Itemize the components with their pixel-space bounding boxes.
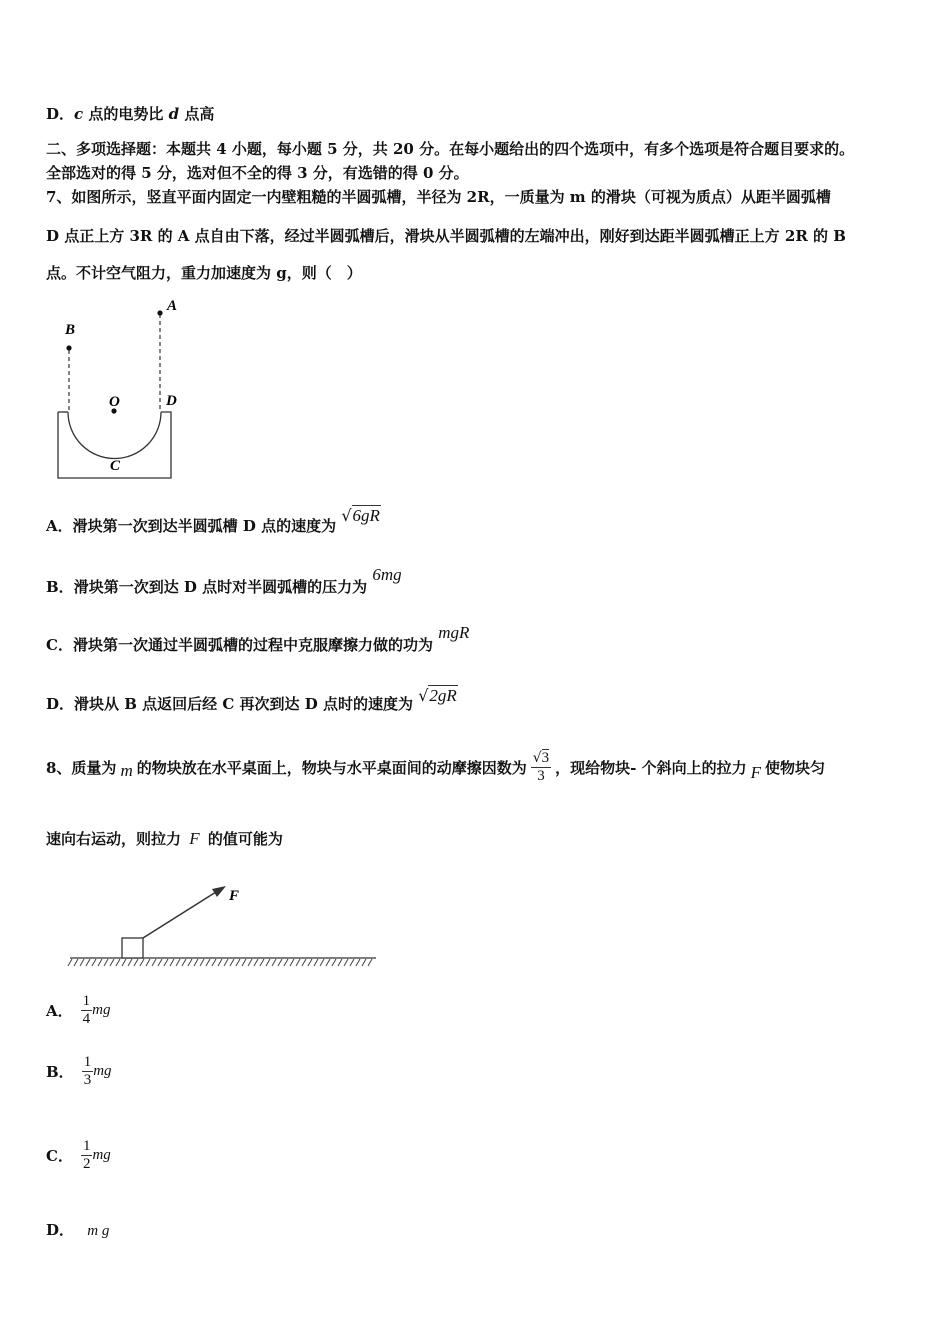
- var-m: m: [120, 761, 133, 780]
- q8-option-a: [46, 993, 110, 1028]
- q7-option-b: [46, 565, 402, 597]
- var-f: F: [189, 829, 200, 848]
- math-expression: 6gR: [352, 506, 380, 525]
- q7-figure: [50, 292, 190, 484]
- q8-text: 的值可能为: [207, 830, 283, 848]
- var-f: F: [750, 763, 761, 782]
- q8-stem-line1: [46, 742, 825, 792]
- option-text: 滑块从 B 点返回后经 C 再次到达 D 点时的速度为: [74, 695, 413, 713]
- var-c: c: [74, 105, 84, 123]
- math-suffix: mg: [92, 1002, 111, 1018]
- option-label: A．: [46, 517, 73, 535]
- q8-stem-line2: [46, 828, 283, 849]
- block: [122, 938, 143, 958]
- section-heading-line2: 全部选对的得 5 分，选对但不全的得 3 分，有选错的得 0 分。: [46, 164, 469, 182]
- math-expression: mgR: [438, 623, 470, 642]
- math-sqrt: √2gR: [418, 686, 457, 705]
- option-text: 滑块第一次到达半圆弧槽 D 点的速度为: [72, 517, 337, 535]
- point-b: [66, 345, 71, 350]
- option-text: 点的电势比: [83, 105, 169, 123]
- option-label: D．: [46, 695, 75, 713]
- option-label: D．: [46, 1221, 75, 1239]
- label-c: C: [110, 458, 121, 474]
- label-f: F: [229, 888, 240, 904]
- mu-num-value: 3: [541, 749, 550, 766]
- mu-denominator: 3: [537, 767, 545, 784]
- q8-figure: [66, 876, 382, 972]
- label-o: O: [109, 394, 120, 410]
- prev-option-d: [46, 103, 214, 124]
- fraction: [82, 1054, 94, 1089]
- fraction: [81, 993, 93, 1028]
- q7-option-c: [46, 623, 470, 655]
- option-label: C．: [46, 636, 73, 654]
- q8-option-b: [46, 1054, 112, 1089]
- denominator: 3: [83, 1072, 92, 1088]
- q7-stem-line1: 7、如图所示，竖直平面内固定一内壁粗糙的半圆弧槽，半径为 2R，一质量为 m 的滑块（可视为质点）从距半圆弧槽: [46, 188, 831, 206]
- math-expression: 6mg: [372, 565, 402, 584]
- q7-stem-line3: 点。不计空气阻力，重力加速度为 g，则（ ）: [46, 264, 362, 282]
- mu-fraction: [531, 750, 551, 785]
- label-b: B: [65, 322, 76, 338]
- label-d: D: [166, 393, 177, 409]
- q8-text: 的物块放在水平桌面上，物块与水平桌面间的动摩擦因数为: [136, 758, 527, 777]
- semicircle-arc: [68, 412, 161, 459]
- numerator: 1: [82, 1138, 91, 1154]
- option-label: D．: [46, 105, 75, 123]
- fraction: [81, 1138, 93, 1173]
- point-a: [157, 310, 162, 315]
- mu-numerator: √3: [532, 749, 550, 766]
- numerator: 1: [83, 1054, 92, 1070]
- q7-option-a: [46, 506, 381, 536]
- q8-option-c: [46, 1138, 111, 1173]
- numerator: 1: [82, 993, 91, 1009]
- denominator: 2: [82, 1156, 91, 1172]
- q8-option-d: [46, 1219, 109, 1240]
- label-a: A: [167, 298, 178, 314]
- q8-text: 8、质量为: [46, 758, 117, 777]
- denominator: 4: [82, 1011, 91, 1027]
- option-text-end: 点高: [179, 105, 215, 123]
- math-suffix: m g: [87, 1223, 110, 1239]
- q8-text: 速向右运动，则拉力: [46, 830, 182, 848]
- option-label: A．: [46, 1002, 73, 1020]
- math-sqrt: √6gR: [341, 506, 380, 525]
- q8-text: 使物块匀: [765, 758, 826, 777]
- ground-hatching: [68, 959, 372, 966]
- section-heading-line1: 二、多项选择题：本题共 4 小题，每小题 5 分，共 20 分。在每小题给出的四个选项中，有多个选项是符合题目要求的。: [46, 140, 855, 158]
- math-suffix: mg: [92, 1147, 111, 1163]
- option-label: B．: [46, 1063, 74, 1081]
- q7-stem-line2: D 点正上方 3R 的 A 点自由下落，经过半圆弧槽后，滑块从半圆弧槽的左端冲出，刚好到达距半圆弧槽正上方 2R 的 B: [46, 227, 846, 245]
- force-arrow-shaft: [143, 892, 216, 938]
- q7-option-d: [46, 686, 458, 714]
- var-d: d: [168, 105, 180, 123]
- option-label: C．: [46, 1147, 73, 1165]
- force-arrow-head: [212, 886, 226, 897]
- math-suffix: mg: [93, 1063, 112, 1079]
- q8-text: ，现给物块- 个斜向上的拉力: [555, 758, 747, 777]
- math-expression: 2gR: [429, 686, 457, 705]
- option-text: 滑块第一次通过半圆弧槽的过程中克服摩擦力做的功为: [72, 636, 433, 654]
- option-label: B．: [46, 578, 74, 596]
- option-text: 滑块第一次到达 D 点时对半圆弧槽的压力为: [73, 578, 368, 596]
